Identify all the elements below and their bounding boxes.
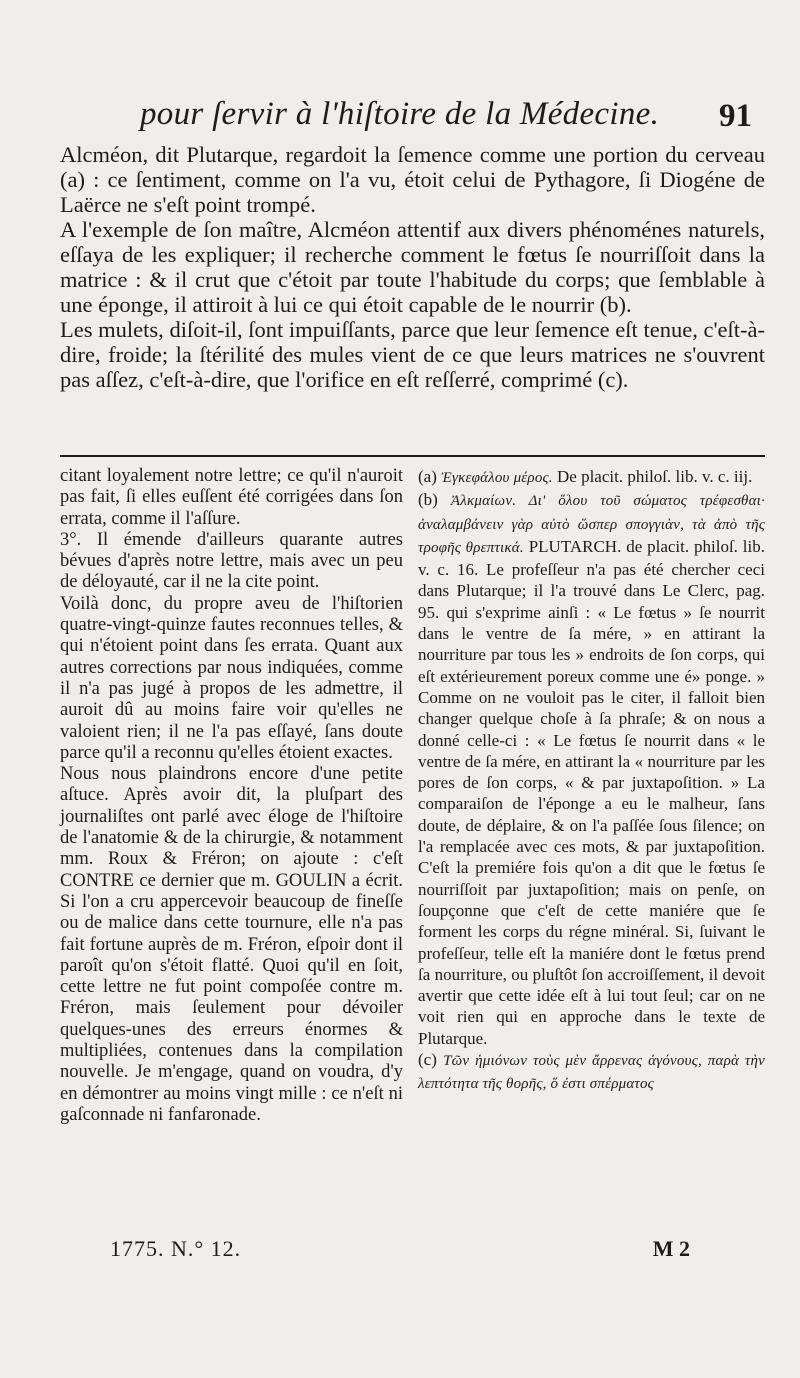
paragraph: 3°. Il émende d'ailleurs quarante autres bévues d'après notre lettre, mais avec un peu de déloyauté, car il ne la cite point. — [60, 529, 403, 593]
footnote-text: De placit. philoſ. lib. v. c. iij. — [557, 467, 753, 486]
footnote-label: (b) — [418, 490, 438, 510]
paragraph: A l'exemple de ſon maître, Alcméon attentif aux divers phénoménes naturels, eſſaya de les expliquer; il recherche comment le fœtus ſe nourriſſoit dans la matrice : & il crut que c'étoit par toute l'habitude du corps; que ſemblable à une éponge, il attiroit à lui ce qui étoit capable de le nourrir (b). — [60, 217, 765, 317]
greek-quote: Τῶν ἡμιόνων τοὺς μὲν ἄρρενας ἀγόνους, παρὰ τὴν λεπτότητα τῆς θορῆς, ὅ ἐστι σπέρματος — [418, 1053, 766, 1093]
issue-line: 1775. N.° 12. — [110, 1236, 242, 1261]
running-title: pour ſervir à l'hiſtoire de la Médecine. — [140, 96, 660, 132]
section-divider — [60, 455, 765, 457]
page-header — [60, 96, 760, 140]
paragraph: Les mulets, diſoit-il, ſont impuiſſants, parce que leur ſemence eſt tenue, c'eſt-à-dire, froide; la ſtérilité des mules vient de ce que leurs matrices ne s'ouvrent pas aſſez, c'eſt-à-dire, que l'orifice en eſt reſſerré, comprimé (c). — [60, 317, 765, 392]
footnote-label: (c) — [418, 1050, 437, 1070]
footnote-c — [418, 1049, 765, 1096]
paragraph: Voilà donc, du propre aveu de l'hiſtorien quatre-vingt-quinze fautes reconnues telles, & qui n'étoient point dans ſes errata. Quant aux autres corrections par nous indiquées, comme il n'a pas jugé à propos de les admettre, il auroit dû au moins faire voir qu'elles ne valoient rien; il ne l'a pas eſſayé, ſans doute parce qu'il a reconnu qu'elles étoient exactes. — [60, 593, 403, 763]
footnotes-column — [418, 466, 765, 1096]
footnote-a — [418, 466, 765, 489]
paragraph: Alcméon, dit Plutarque, regardoit la ſemence comme une portion du cerveau (a) : ce ſentiment, comme on l'a vu, étoit celui de Pythagore, ſi Diogéne de Laërce ne s'eſt point trompé. — [60, 142, 765, 217]
footnote-label: (a) — [418, 467, 437, 486]
left-column — [60, 466, 403, 1126]
signature-mark: M 2 — [652, 1236, 690, 1261]
page-footer — [60, 1236, 760, 1266]
main-text — [60, 142, 765, 392]
greek-quote: Ἐγκεφάλου μέρος. — [441, 470, 553, 486]
footnote-text: PLUTARCH. de placit. philoſ. lib. v. c. 16. Le profeſſeur n'a pas été chercher ceci dans Plutarque; il l'a trouvé dans Le Clerc, pag. 95. qui s'exprime ainſi : « Le fœtus » ſe nourrit dans le ventre de ſa mére, » en attirant la nourriture par tous les » endroits de ſon corps, qui eſt extérieurement poreux comme une é» ponge. » Comme on ne vouloit pas le citer, il falloit bien changer quelque choſe à ſa phraſe; & on nous a donné celle-ci : « Le fœtus ſe nourrit dans « le ventre de ſa mére, en attirant la « nourriture par les pores de ſon corps, « & par juxtapoſition. » La comparaiſon de l'éponge a eu le malheur, ſans doute, de déplaire, & on l'a paſſée ſous ſilence; on l'a remplacée avec ces mots, & par juxtapoſition. C'eſt la premiére fois qu'on a dit que le fœtus ſe nourriſſoit par juxtapoſition; mais on penſe, on ſoupçonne que c'eſt de cette maniére que ſe forment les corps du régne minéral. Si, ſuivant le profeſſeur, telle eſt la maniére dont le fœtus prend ſa nourriture, ou pluſtôt ſon accroiſſement, il devoit avertir que cette idée eſt à lui tout ſeul; car on ne voit rien qui en approche dans le texte de Plutarque. — [418, 536, 765, 1048]
paragraph: citant loyalement notre lettre; ce qu'il n'auroit pas fait, ſi elles euſſent été corrigées dans ſon errata, comme il l'aſſure. — [60, 466, 403, 529]
page-number: 91 — [719, 98, 752, 134]
footnote-b — [418, 489, 765, 1049]
greek-quote: Ἀλκμαίων. Δι' ὅλου τοῦ σώματος τρέφεσθαι· ἀναλαμβάνειν γὰρ αὐτὸ ὥσπερ σπογγιὰν, τὰ ἀπὸ τῆς τροφῆς θρεπτικά. — [418, 493, 766, 556]
paragraph: Nous nous plaindrons encore d'une petite aſtuce. Après avoir dit, la pluſpart des journaliſtes ont parlé avec éloge de l'hiſtoire de l'anatomie & de la chirurgie, & notamment mm. Roux & Fréron; on ajoute : c'eſt CONTRE ce dernier que m. GOULIN a écrit. Si l'on a cru appercevoir beaucoup de fineſſe ou de malice dans cette tournure, elle n'a pas fait fortune auprès de m. Fréron, eſpoir dont il paroît qu'on s'étoit flatté. Quoi qu'il en ſoit, cette lettre ne fut point compoſée contre m. Fréron, mais ſeulement pour dévoiler quelques-unes des erreurs énormes & multipliées, contenues dans la compilation nouvelle. Je m'engage, quand on voudra, d'y en démontrer au moins vingt mille : ce n'eſt ni gaſconnade ni fanfaronade. — [60, 764, 403, 1125]
